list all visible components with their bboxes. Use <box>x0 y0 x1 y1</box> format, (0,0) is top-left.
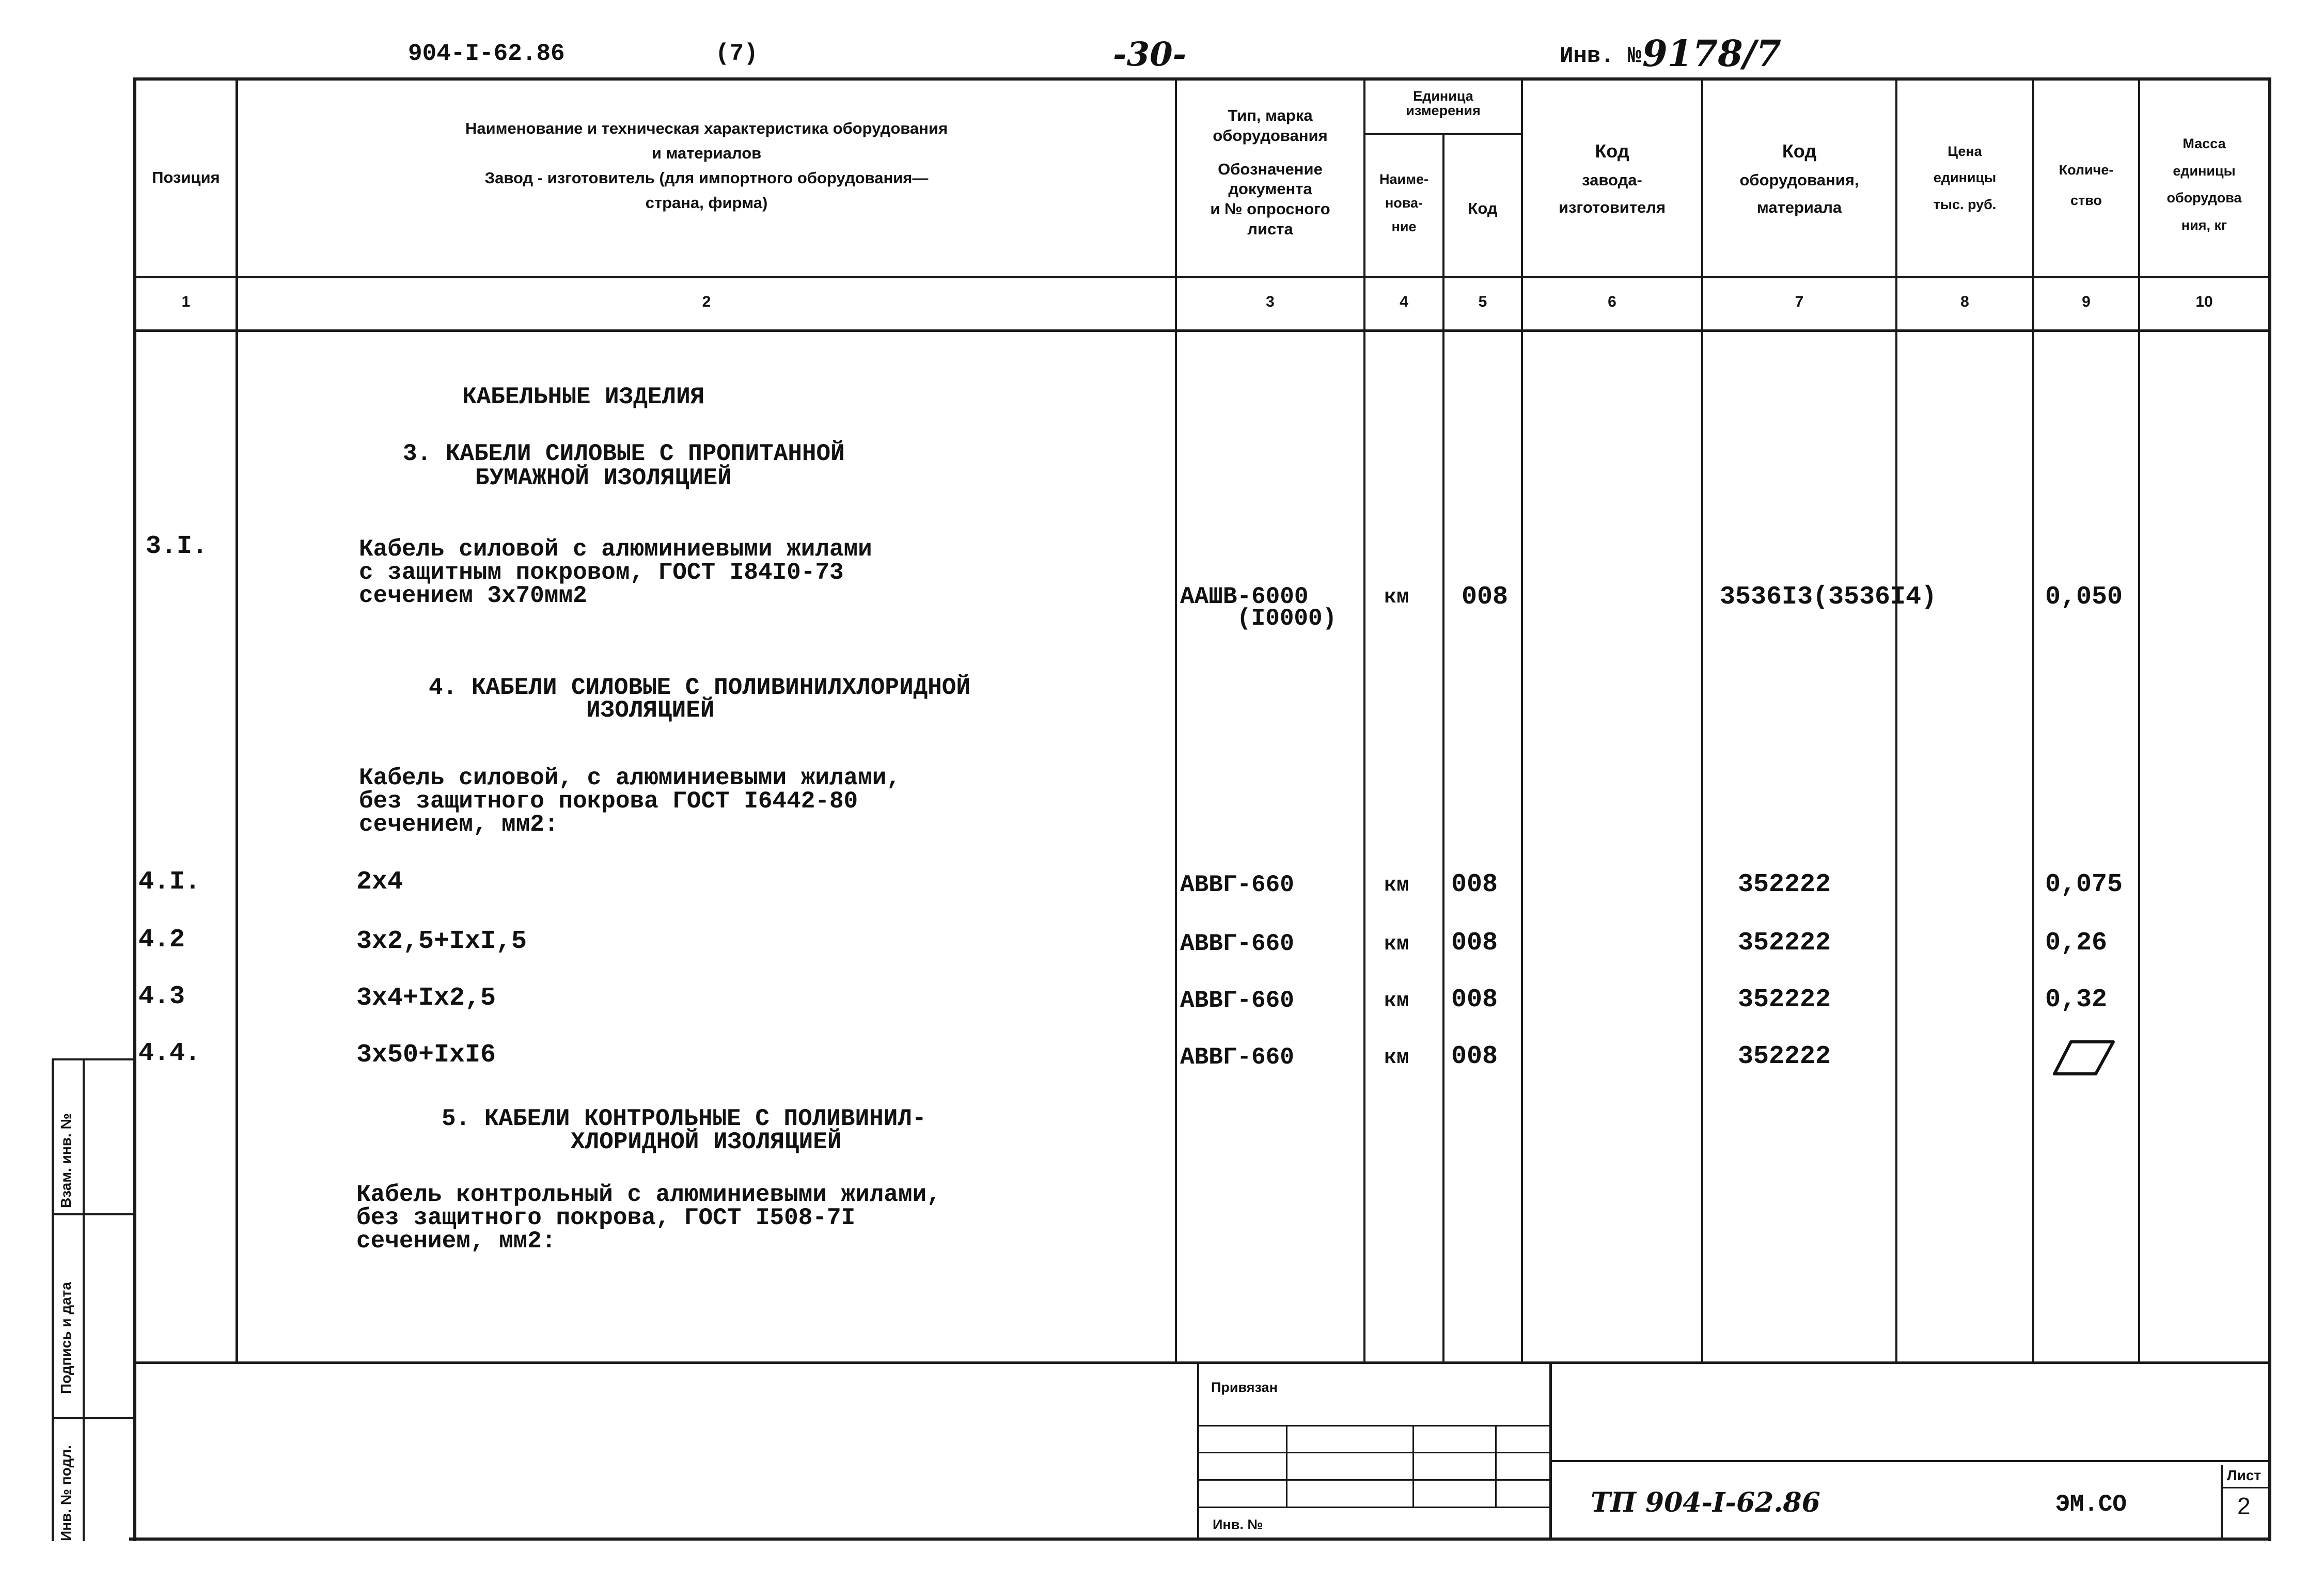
code-3-1: 008 <box>1462 582 1509 612</box>
side-strip-inner <box>83 1058 85 1541</box>
row-4-1-unit: км <box>1384 874 1409 897</box>
unit-header-rule <box>1363 133 1521 135</box>
frame-right <box>2268 77 2271 1541</box>
header-unit-code: Код <box>1468 199 1498 217</box>
side-strip-div2 <box>52 1417 134 1419</box>
row-4-1-code: 008 <box>1451 870 1498 899</box>
col-line-7 <box>1895 77 1897 1363</box>
header-name: Наименование и техническая характеристика оборудования и материалов Завод - изготовитель (для импортного оборудования— страна, фирма) <box>465 119 948 212</box>
stamp-mark: ЭМ.СО <box>2055 1491 2127 1518</box>
row-4-2-code: 008 <box>1451 928 1498 958</box>
frame-top <box>133 77 2271 81</box>
desc-4-line3: сечением, мм2: <box>359 811 559 838</box>
row-4-1-quantity: 0,075 <box>2045 870 2123 899</box>
colnum-8: 8 <box>1960 293 1969 310</box>
header-factory-code: Код завода- изготовителя <box>1558 140 1666 216</box>
stamp-left-line <box>1197 1361 1199 1540</box>
sheet-box-left <box>2221 1465 2223 1538</box>
doc-code-top: 904-I-62.86 <box>408 40 565 67</box>
stamp-code-rule <box>1549 1460 2271 1462</box>
desc-3-1-line2: с защитным покровом, ГОСТ I84I0-73 <box>359 559 844 586</box>
stamp-inv-no: Инв. № <box>1213 1517 1263 1532</box>
col-line-2 <box>1175 77 1177 1363</box>
col-line-6 <box>1701 77 1703 1363</box>
section-4-title-1: 4. КАБЕЛИ СИЛОВЫЕ С ПОЛИВИНИЛХЛОРИДНОЙ <box>429 674 970 701</box>
quantity-3-1: 0,050 <box>2045 582 2123 612</box>
section-4-title-2: ИЗОЛЯЦИЕЙ <box>586 697 715 724</box>
body-rule <box>133 1361 2271 1364</box>
stamp-privyazan: Привязан <box>1211 1380 1278 1395</box>
row-4-3-material: 352222 <box>1738 985 1831 1015</box>
desc-5-line1: Кабель контрольный с алюминиевыми жилами, <box>356 1181 941 1208</box>
unit-3-1: км <box>1384 586 1409 609</box>
desc-3-1-line1: Кабель силовой с алюминиевыми жилами <box>359 536 872 563</box>
row-4-2-material: 352222 <box>1738 928 1831 958</box>
desc-4-line1: Кабель силовой, с алюминиевыми жилами, <box>359 765 901 791</box>
type-3-1-line1: ААШВ-6000 <box>1180 583 1309 610</box>
row-4-1-section: 2х4 <box>356 867 403 897</box>
row-4-4-material: 352222 <box>1738 1042 1831 1071</box>
col-line-9 <box>2138 77 2140 1363</box>
stamp-sheet-label: Лист <box>2227 1467 2262 1483</box>
desc-5-line3: сечением, мм2: <box>356 1228 556 1255</box>
col-line-5 <box>1521 77 1523 1363</box>
colnum-6: 6 <box>1608 293 1616 310</box>
colnum-4: 4 <box>1400 293 1408 310</box>
stamp-doc-code: ТП 904-I-62.86 <box>1591 1487 1820 1518</box>
stamp-grid-v3 <box>1495 1425 1497 1508</box>
row-4-2-type: АВВГ-660 <box>1180 930 1294 957</box>
row-4-3-code: 008 <box>1451 985 1498 1015</box>
material-3-1: 3536I3(3536I4) <box>1720 582 1937 612</box>
page-number: -30- <box>1113 35 1187 74</box>
frame-bottom <box>129 1538 2271 1541</box>
sheet-box-rule <box>2221 1487 2271 1488</box>
stamp-grid-4 <box>1199 1507 1549 1508</box>
desc-3-1-line3: сечением 3х70мм2 <box>359 582 587 609</box>
desc-4-line2: без защитного покрова ГОСТ I6442-80 <box>359 788 858 815</box>
section-3-title-2: БУМАЖНОЙ ИЗОЛЯЦИЕЙ <box>475 465 732 492</box>
row-4-3-type: АВВГ-660 <box>1180 987 1294 1014</box>
row-4-3-section: 3х4+Iх2,5 <box>356 984 496 1013</box>
inventory-label: Инв. № <box>1560 43 1642 69</box>
section-title: КАБЕЛЬНЫЕ ИЗДЕЛИЯ <box>462 384 705 410</box>
colnum-7: 7 <box>1795 293 1804 310</box>
col-line-3 <box>1363 77 1365 1363</box>
desc-5-line2: без защитного покрова, ГОСТ I508-7I <box>356 1204 856 1231</box>
section-5-title-1: 5. КАБЕЛИ КОНТРОЛЬНЫЕ С ПОЛИВИНИЛ- <box>442 1105 927 1132</box>
colnum-9: 9 <box>2082 293 2091 310</box>
header-unit: Единица измерения <box>1406 88 1481 119</box>
stamp-grid-v1 <box>1286 1425 1287 1508</box>
side-strip-outer <box>52 1058 54 1541</box>
header-price: Цена единицы тыс. руб. <box>1933 144 1997 212</box>
pos-3-1: 3.I. <box>146 532 208 561</box>
side-strip-top <box>52 1058 136 1060</box>
side-vzam-label: Взам. инв. № <box>58 1113 74 1208</box>
side-strip-div1 <box>52 1213 134 1215</box>
header-position: Позиция <box>152 168 220 186</box>
row-4-2-section: 3х2,5+IхI,5 <box>356 927 527 956</box>
stamp-grid-2 <box>1199 1452 1549 1453</box>
section-3-title-1: 3. КАБЕЛИ СИЛОВЫЕ С ПРОПИТАННОЙ <box>403 440 845 467</box>
type-3-1-line2: (I0000) <box>1237 605 1337 632</box>
stamp-grid-v2 <box>1412 1425 1414 1508</box>
col-line-4 <box>1442 134 1444 1363</box>
header-material-code: Код оборудования, материала <box>1739 140 1859 216</box>
side-podpis-label: Подпись и дата <box>58 1282 74 1394</box>
row-4-3-quantity: 0,32 <box>2045 985 2108 1015</box>
row-4-4-code: 008 <box>1451 1042 1498 1071</box>
part-number: (7) <box>715 40 758 67</box>
row-4-3-pos: 4.3 <box>138 982 185 1011</box>
row-4-2-quantity: 0,26 <box>2045 928 2108 958</box>
row-4-3-unit: км <box>1384 990 1409 1013</box>
colnum-10: 10 <box>2195 293 2213 310</box>
colnum-3: 3 <box>1266 293 1275 310</box>
row-4-1-material: 352222 <box>1738 870 1831 899</box>
row-4-4-section: 3х50+IхI6 <box>356 1040 496 1070</box>
row-4-2-pos: 4.2 <box>138 925 185 955</box>
row-4-4-pos: 4.4. <box>138 1039 201 1068</box>
cancel-mark-icon <box>2050 1038 2117 1079</box>
header-rule <box>133 276 2271 278</box>
stamp-grid-3 <box>1199 1479 1549 1481</box>
stamp-mid-line <box>1549 1361 1552 1540</box>
header-mass: Масса единицы оборудова ния, кг <box>2166 136 2242 233</box>
col-line-8 <box>2032 77 2034 1363</box>
header-unit-name: Наиме- нова- ние <box>1379 171 1429 234</box>
inventory-number: 9178/7 <box>1642 32 1782 75</box>
colnum-rule <box>133 329 2271 332</box>
colnum-2: 2 <box>702 293 711 310</box>
row-4-4-unit: км <box>1384 1047 1409 1070</box>
stamp-sheet-number: 2 <box>2237 1493 2251 1519</box>
side-inv-podl-label: Инв. № подл. <box>58 1445 74 1541</box>
row-4-1-pos: 4.I. <box>138 867 201 897</box>
row-4-1-type: АВВГ-660 <box>1180 871 1294 898</box>
col-line-1 <box>235 77 238 1363</box>
section-5-title-2: ХЛОРИДНОЙ ИЗОЛЯЦИЕЙ <box>571 1129 842 1155</box>
colnum-1: 1 <box>181 293 191 310</box>
stamp-grid-1 <box>1199 1425 1549 1426</box>
header-type: Тип, марка оборудования Обозначение документа и № опросного листа <box>1210 106 1330 238</box>
row-4-2-unit: км <box>1384 933 1409 956</box>
row-4-4-type: АВВГ-660 <box>1180 1044 1294 1071</box>
header-quantity: Количе- ство <box>2059 162 2114 209</box>
colnum-5: 5 <box>1478 293 1487 310</box>
